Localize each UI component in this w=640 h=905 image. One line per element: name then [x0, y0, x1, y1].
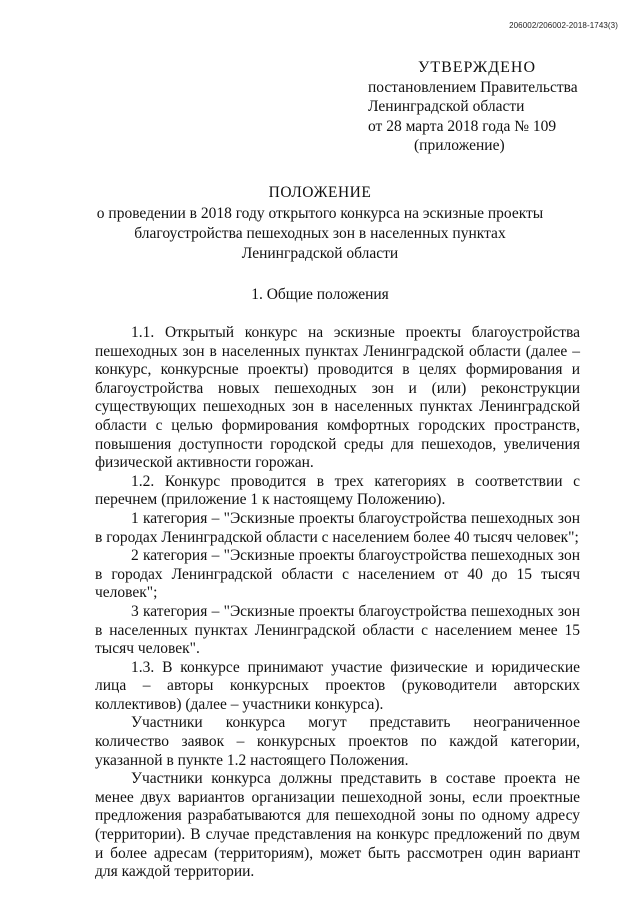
- document-title: [0, 183, 640, 264]
- approval-stamp: УТВЕРЖДЕНО: [418, 59, 537, 76]
- approval-line-3: от 28 марта 2018 года № 109: [368, 117, 557, 135]
- paragraph: 1.1. Открытый конкурс на эскизные проекты благоустройства пешеходных зон в населенных пунктах Ленинградской области (далее – конкурс, конкурсные проекты) проводится в целях формирования и благоустройства новых пешеходных зон и (или) реконструкции существующих пешеходных зон в населенных пунктах Ленинградской области с целью формирования комфортных городских пространств, повышения доступности городской среды для пешеходов, увеличения физической активности горожан.: [95, 324, 580, 472]
- approval-line-1: постановлением Правительства: [368, 78, 578, 96]
- approval-block: [368, 58, 578, 156]
- paragraph: 2 категория – "Эскизные проекты благоустройства пешеходных зон в городах Ленинградской области с населением от 40 до 15 тысяч человек";: [95, 547, 580, 602]
- title-line-3: Ленинградской области: [241, 245, 399, 262]
- paragraph: Участники конкурса должны представить в составе проекта не менее двух вариантов организации пешеходной зоны, если проектные предложения разрабатываются для пешеходной зоны по одному адресу (территории). В случае представления на конкурс предложений по двум и более адресам (территориям), может быть рассмотрен один вариант для каждой территории.: [95, 770, 580, 881]
- paragraph: 3 категория – "Эскизные проекты благоустройства пешеходных зон в населенных пунктах Ленинградской области с населением менее 15 тысяч человек".: [95, 602, 580, 658]
- title-main: ПОЛОЖЕНИЕ: [268, 184, 372, 201]
- title-line-2: благоустройства пешеходных зон в населенных пунктах: [134, 225, 506, 242]
- paragraph: Участники конкурса могут представить неограниченное количество заявок – конкурсных проектов по каждой категории, указанной в пункте 1.2 настоящего Положения.: [95, 714, 580, 769]
- title-line-1: о проведении в 2018 году открытого конкурса на эскизные проекты: [96, 205, 544, 222]
- paragraph: 1.2. Конкурс проводится в трех категориях в соответствии с перечнем (приложение 1 к настоящему Положению).: [95, 472, 580, 509]
- approval-line-4: (приложение): [414, 137, 505, 154]
- document-code: 206002/206002-2018-1743(3): [509, 21, 618, 30]
- approval-line-2: Ленинградской области: [368, 98, 525, 115]
- document-body: [95, 324, 580, 882]
- paragraph: 1 категория – "Эскизные проекты благоустройства пешеходных зон в городах Ленинградской области с населением более 40 тысяч человек";: [95, 509, 580, 546]
- section-heading: 1. Общие положения: [251, 286, 389, 303]
- paragraph: 1.3. В конкурсе принимают участие физические и юридические лица – авторы конкурсных проектов (руководители авторских коллективов) (далее – участники конкурса).: [95, 658, 580, 713]
